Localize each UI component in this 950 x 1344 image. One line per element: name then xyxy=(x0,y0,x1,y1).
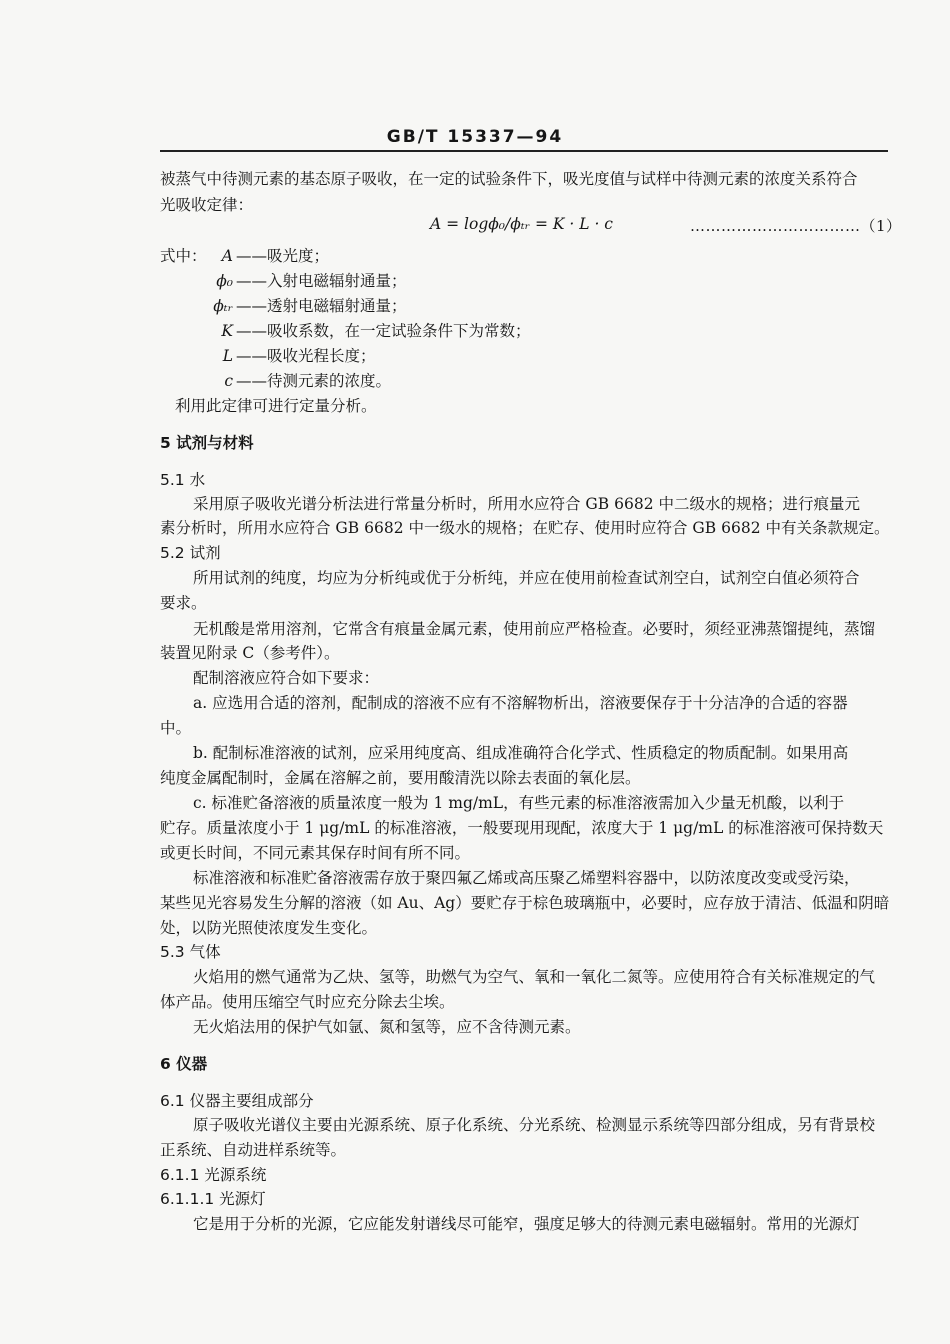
section-5-3-title: 5.3 气体 xyxy=(160,943,221,961)
section-6-1-1-title: 6.1.1 光源系统 xyxy=(160,1166,267,1184)
symbol-phitr-desc: ——透射电磁辐射通量； xyxy=(236,297,407,315)
section-5-1-title: 5.1 水 xyxy=(160,471,206,489)
symbol-phi0: ϕ₀ xyxy=(216,272,233,290)
symbol-K-desc: ——吸收系数，在一定试验条件下为常数； xyxy=(236,322,531,340)
where-label: 式中： xyxy=(160,247,207,265)
s52-item-c-line-3: 或更长时间，不同元素其保存时间有所不同。 xyxy=(160,844,471,862)
symbol-L: L xyxy=(222,347,233,365)
intro-line-1: 被蒸气中待测元素的基态原子吸收，在一定的试验条件下，吸光度值与试样中待测元素的浓度关系符合 xyxy=(160,170,858,188)
symbol-A: A xyxy=(221,247,233,265)
s52-p2-line-1: 无机酸是常用溶剂，它常含有痕量金属元素，使用前应严格检查。必要时，须经亚沸蒸馏提纯，蒸馏 xyxy=(193,620,876,638)
s52-item-c-line-1: c. 标准贮备溶液的质量浓度一般为 1 mg/mL，有些元素的标准溶液需加入少量无机酸，以利于 xyxy=(193,794,845,812)
s52-p1-line-2: 要求。 xyxy=(160,594,207,612)
equation-formula: A = logϕ₀/ϕₜᵣ = K · L · c xyxy=(430,215,613,233)
s52-p4-line-2: 某些见光容易发生分解的溶液（如 Au、Ag）要贮存于棕色玻璃瓶中，必要时，应存放于清洁、低温和阴暗 xyxy=(160,894,890,912)
s53-p2: 无火焰法用的保护气如氩、氮和氢等，应不含待测元素。 xyxy=(193,1018,581,1036)
s52-p4-line-3: 处，以防光照使浓度发生变化。 xyxy=(160,919,378,937)
s52-item-b-line-2: 纯度金属配制时，金属在溶解之前，要用酸清洗以除去表面的氧化层。 xyxy=(160,769,641,787)
s53-p1-line-2: 体产品。使用压缩空气时应充分除去尘埃。 xyxy=(160,993,455,1011)
where-closing: 利用此定律可进行定量分析。 xyxy=(175,397,377,415)
s52-item-c-line-2: 贮存。质量浓度小于 1 μg/mL 的标准溶液，一般要现用现配，浓度大于 1 μg/mL 的标准溶液可保持数天 xyxy=(160,819,884,837)
section-6-1-1-1-title: 6.1.1.1 光源灯 xyxy=(160,1190,266,1208)
symbol-L-desc: ——吸收光程长度； xyxy=(236,347,376,365)
s52-p2-line-2: 装置见附录 C（参考件）。 xyxy=(160,644,340,662)
s52-p1-line-1: 所用试剂的纯度，均应为分析纯或优于分析纯，并应在使用前检查试剂空白，试剂空白值必须符合 xyxy=(193,569,860,587)
equation-number: ……………………………（1） xyxy=(690,217,902,235)
section-6-title: 6 仪器 xyxy=(160,1055,208,1073)
symbol-phitr: ϕₜᵣ xyxy=(213,297,233,315)
symbol-c-desc: ——待测元素的浓度。 xyxy=(236,372,392,390)
s53-p1-line-1: 火焰用的燃气通常为乙炔、氢等，助燃气为空气、氧和一氧化二氮等。应使用符合有关标准规定的气 xyxy=(193,968,876,986)
header-rule xyxy=(160,150,888,152)
section-5-2-title: 5.2 试剂 xyxy=(160,544,221,562)
section-6-1-title: 6.1 仪器主要组成部分 xyxy=(160,1092,314,1110)
s6111-line-1: 它是用于分析的光源，它应能发射谱线尽可能窄，强度足够大的待测元素电磁辐射。常用的光源灯 xyxy=(193,1215,860,1233)
s52-p4-line-1: 标准溶液和标准贮备溶液需存放于聚四氟乙烯或高压聚乙烯塑料容器中，以防浓度改变或受污染， xyxy=(193,869,860,887)
standard-code-header: GB/T 15337—94 xyxy=(386,127,564,147)
s61-line-2: 正系统、自动进样系统等。 xyxy=(160,1141,347,1159)
section-5-title: 5 试剂与材料 xyxy=(160,434,254,452)
s61-line-1: 原子吸收光谱仪主要由光源系统、原子化系统、分光系统、检测显示系统等四部分组成，另有背景校 xyxy=(193,1116,876,1134)
s51-line-2: 素分析时，所用水应符合 GB 6682 中一级水的规格；在贮存、使用时应符合 GB 6682 中有关条款规定。 xyxy=(160,519,890,537)
symbol-K: K xyxy=(221,322,233,340)
symbol-A-desc: ——吸光度； xyxy=(236,247,330,265)
s52-item-b-line-1: b. 配制标准溶液的试剂，应采用纯度高、组成准确符合化学式、性质稳定的物质配制。如果用高 xyxy=(193,744,849,762)
intro-line-2: 光吸收定律： xyxy=(160,196,254,214)
s52-item-a-line-2: 中。 xyxy=(160,719,192,737)
symbol-phi0-desc: ——入射电磁辐射通量； xyxy=(236,272,407,290)
s52-p3: 配制溶液应符合如下要求： xyxy=(193,669,380,687)
symbol-c: c xyxy=(224,372,233,390)
s51-line-1: 采用原子吸收光谱分析法进行常量分析时，所用水应符合 GB 6682 中二级水的规格；进行痕量元 xyxy=(193,495,861,513)
s52-item-a-line-1: a. 应选用合适的溶剂，配制成的溶液不应有不溶解物析出，溶液要保存于十分洁净的合适的容器 xyxy=(193,694,848,712)
